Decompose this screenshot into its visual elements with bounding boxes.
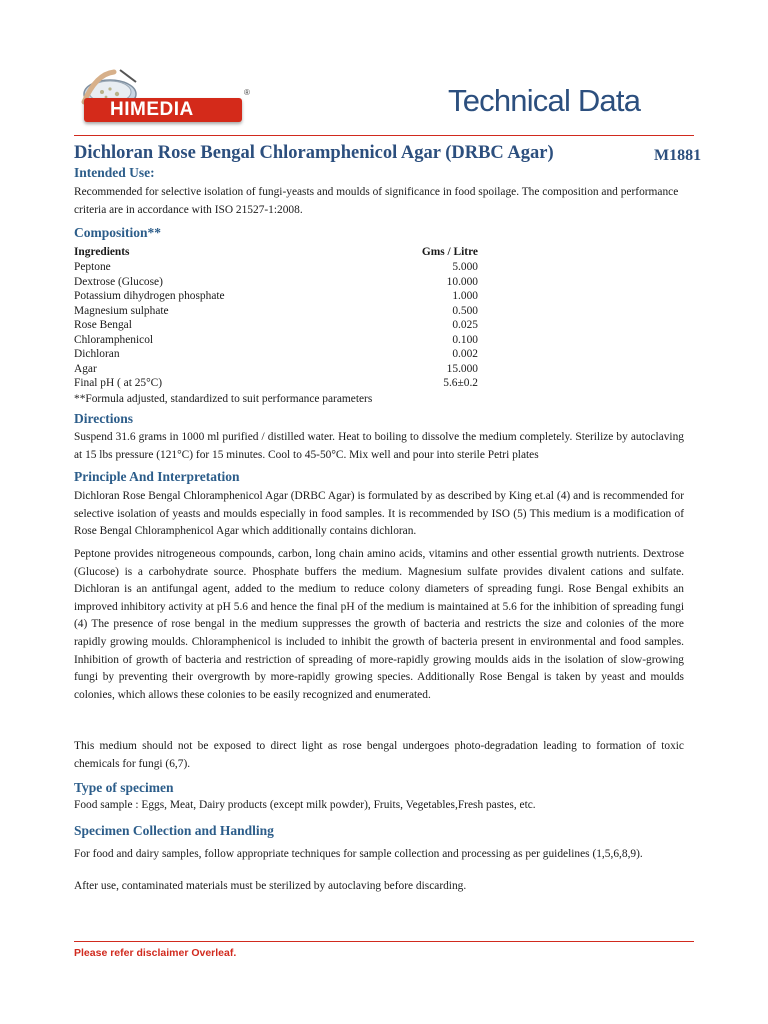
principle-paragraph-2: Peptone provides nitrogeneous compounds, carbon, long chain amino acids, vitamins and other essential growth nutrients. Dextrose (Glucose) is a carbohydrate source. Phosphate buffers the medium. Magnesium sulfate provides divalent cations and sulfate. Dichloran is an antifungal agent, added to the medium to reduce colony diameters of spreading fungi. Rose Bengal exhibits an improved inhibitory activity at pH 5.6 and hence the final pH of the medium is maintained at 5.6 for the inhibition of spreading fungi (4) The presence of rose bengal in the medium suppresses the growth of bacteria and restricts the size and colonies of the more rapidly growing moulds. Chloramphenicol is included to inhibit the growth of bacteria present in environmental and food samples. Inhibition of growth of bacteria and restriction of spreading of more-rapidly growing moulds aids in the isolation of slow-growing fungi by preventing their overgrowth by more-rapidly growing species. Additionally Rose Bengal is taken by yeast and moulds colonies, which allows these colonies to be easily recognized and enumerated. <box>74 548 684 701</box>
product-code: M1881 <box>654 147 702 164</box>
principle-paragraph-3: This medium should not be exposed to direct light as rose bengal undergoes photo-degradation leading to formation of toxic chemicals for fungi (6,7). <box>74 740 684 770</box>
ingredient-name: Chloramphenicol <box>74 333 154 346</box>
composition-header-row <box>74 245 478 260</box>
ingredient-amount: 1.000 <box>452 290 478 302</box>
ingredient-name: Dichloran <box>74 348 120 360</box>
table-row <box>74 347 478 362</box>
ingredient-amount: 5.6±0.2 <box>443 377 478 389</box>
specimen-collection-paragraph-2: After use, contaminated materials must be sterilized by autoclaving before discarding. <box>74 880 467 892</box>
intended-use-heading: Intended Use: <box>74 165 155 180</box>
ingredient-amount: 0.025 <box>452 319 478 331</box>
composition-footnote: **Formula adjusted, standardized to suit performance parameters <box>74 393 373 405</box>
ingredient-name: Magnesium sulphate <box>74 304 169 317</box>
principle-heading: Principle And Interpretation <box>74 469 240 484</box>
table-row <box>74 376 478 391</box>
ingredient-name: Peptone <box>74 261 111 273</box>
ingredient-amount: 10.000 <box>446 275 478 288</box>
ingredient-name: Final pH ( at 25°C) <box>74 377 163 389</box>
table-row <box>74 289 478 304</box>
specimen-type-text: Food sample : Eggs, Meat, Dairy products (except milk powder), Fruits, Vegetables,Fresh pastes, etc. <box>74 799 536 811</box>
amount-column-header: Gms / Litre <box>421 246 478 259</box>
composition-table <box>74 245 478 391</box>
disclaimer-text: Please refer disclaimer Overleaf. <box>74 947 237 959</box>
composition-heading: Composition** <box>74 225 162 240</box>
table-row <box>74 304 478 319</box>
principle-paragraph-1: Dichloran Rose Bengal Chloramphenicol Agar (DRBC Agar) is formulated by as described by King et.al (4) and is recommended for selective isolation of yeasts and moulds especially in food samples. It is recommended by ISO (5) This medium is a modification of Rose Bengal Chloramphenicol Agar which additionally contains dichloran. <box>74 490 684 538</box>
registered-mark: ® <box>244 88 250 97</box>
specimen-type-heading: Type of specimen <box>74 780 174 795</box>
directions-heading: Directions <box>74 411 133 426</box>
ingredient-amount: 15.000 <box>446 362 478 375</box>
himedia-logo <box>76 68 256 132</box>
intended-use-text: Recommended for selective isolation of fungi-yeasts and moulds of significance in food spoilage. The composition and performance criteria are in accordance with ISO 21527-1:2008. <box>74 186 679 216</box>
specimen-collection-heading: Specimen Collection and Handling <box>74 823 274 838</box>
ingredient-amount: 0.100 <box>452 333 478 346</box>
product-title: Dichloran Rose Bengal Chloramphenicol Agar (DRBC Agar) <box>74 143 554 163</box>
ingredient-amount: 0.500 <box>452 304 478 317</box>
ingredients-column-header: Ingredients <box>74 246 130 259</box>
table-row <box>74 362 478 377</box>
header-divider <box>74 135 694 136</box>
ingredient-amount: 0.002 <box>452 348 478 360</box>
table-row <box>74 260 478 275</box>
specimen-collection-paragraph-1: For food and dairy samples, follow appropriate techniques for sample collection and processing as per guidelines (1,5,6,8,9). <box>74 848 643 860</box>
ingredient-name: Agar <box>74 362 97 375</box>
footer-divider <box>74 941 694 942</box>
table-row <box>74 333 478 348</box>
ingredient-name: Dextrose (Glucose) <box>74 275 163 288</box>
logo-text: HIMEDIA <box>110 99 194 120</box>
table-row <box>74 318 478 333</box>
document-type-title: Technical Data <box>448 83 641 118</box>
directions-text: Suspend 31.6 grams in 1000 ml purified / distilled water. Heat to boiling to dissolve the medium completely. Sterilize by autoclaving at 15 lbs pressure (121°C) for 15 minutes. Cool to 45-50°C. Mix well and pour into sterile Petri plates <box>74 431 684 461</box>
table-row <box>74 275 478 290</box>
ingredient-name: Potassium dihydrogen phosphate <box>74 290 225 302</box>
ingredient-amount: 5.000 <box>452 261 478 273</box>
ingredient-name: Rose Bengal <box>74 319 132 331</box>
